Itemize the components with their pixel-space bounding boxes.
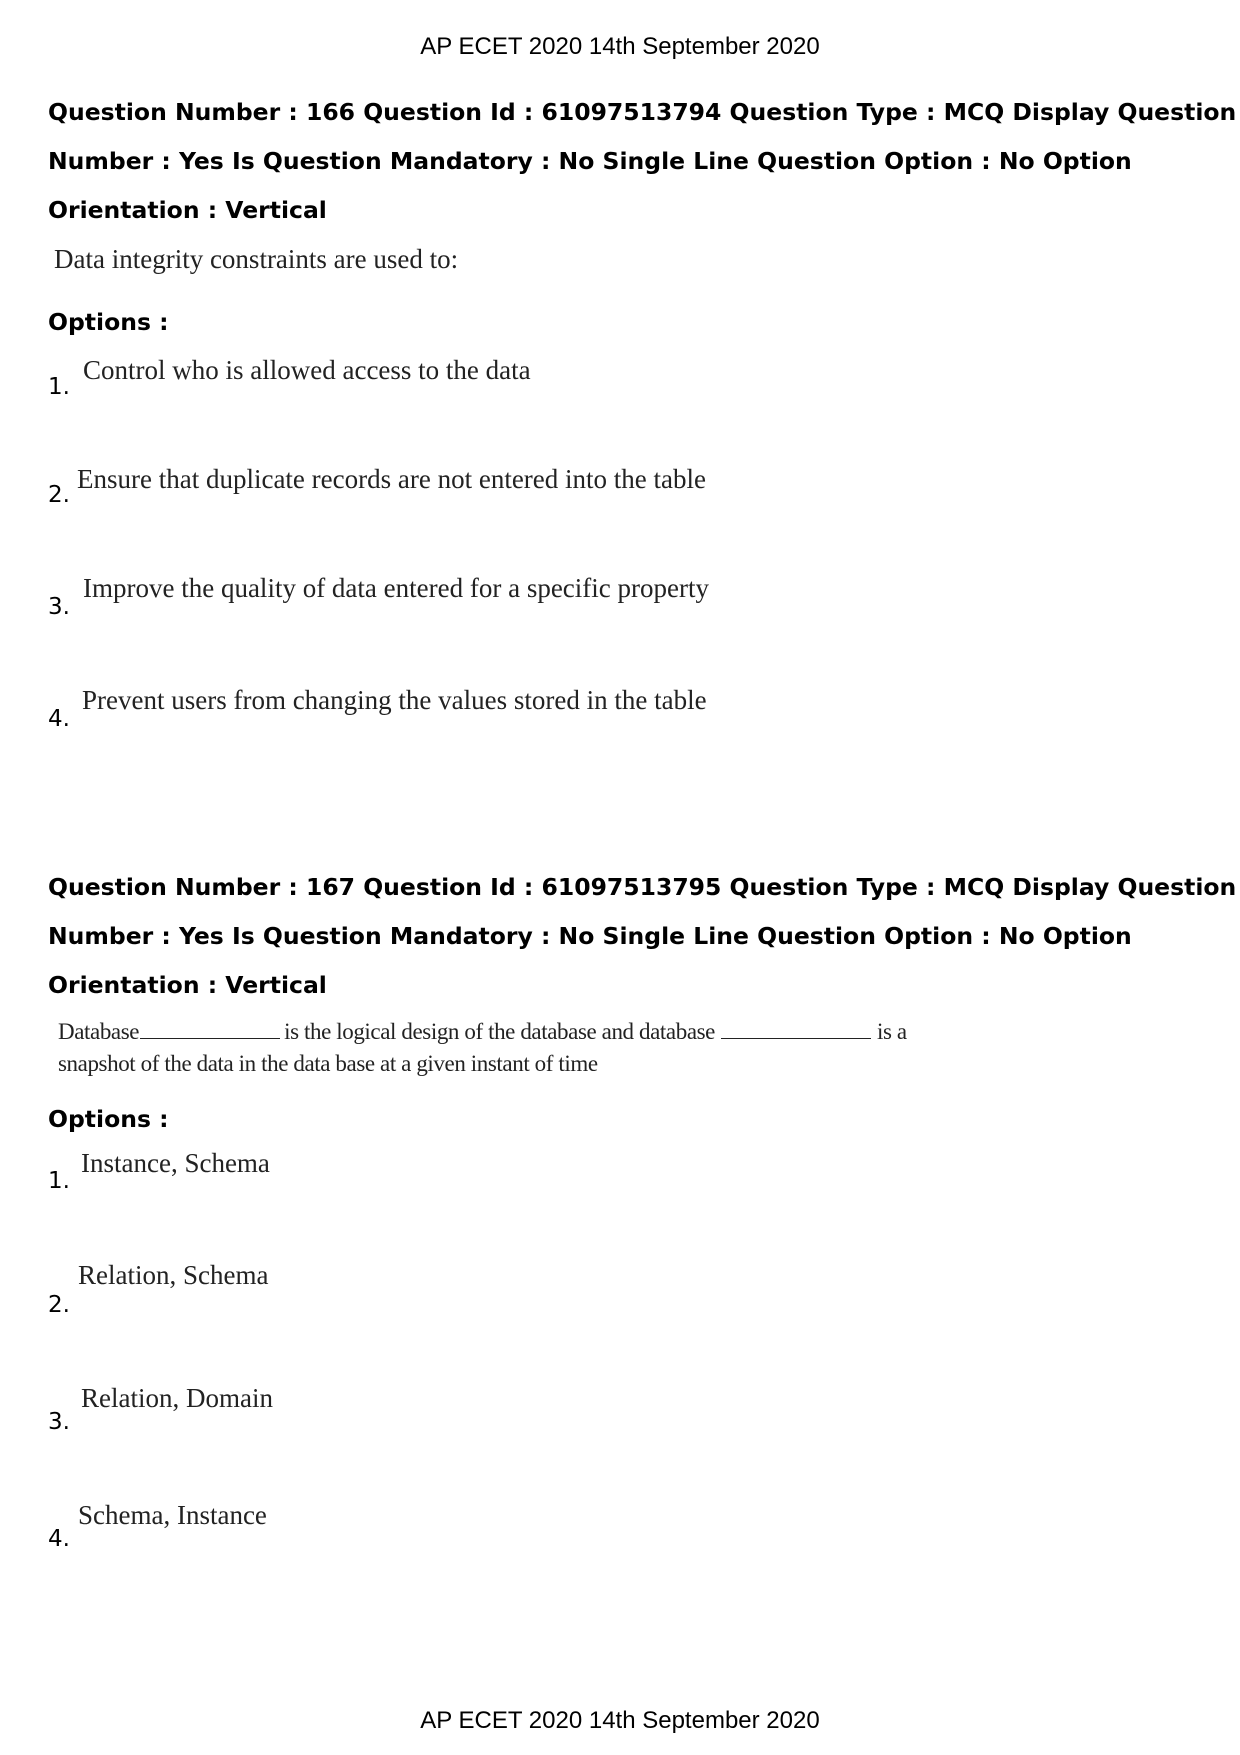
- option-text: Schema, Instance: [78, 1500, 267, 1530]
- options-label: Options :: [48, 308, 169, 336]
- question-text-part: snapshot of the data in the data base at a given instant of time: [58, 1051, 598, 1076]
- question-text-part: is a: [877, 1019, 907, 1044]
- question-meta-line: Number : Yes Is Question Mandatory : No Single Line Question Option : No Option: [48, 147, 1132, 175]
- option-text: Ensure that duplicate records are not entered into the table: [77, 464, 706, 494]
- fill-in-blank: [721, 1037, 871, 1039]
- fill-in-blank: [140, 1037, 280, 1039]
- option-number: 1.: [48, 374, 70, 400]
- option-number: 3.: [48, 594, 70, 620]
- question-meta-line: Orientation : Vertical: [48, 196, 327, 224]
- option-number: 4.: [48, 706, 70, 732]
- question-166-text: Data integrity constraints are used to:: [54, 244, 459, 274]
- option-text: Prevent users from changing the values stored in the table: [82, 685, 707, 715]
- question-167-meta: [48, 863, 1237, 1010]
- question-text-part: is the logical design of the database and database: [284, 1019, 715, 1044]
- option-text: Control who is allowed access to the data: [83, 355, 531, 385]
- question-167-text: [58, 1016, 907, 1080]
- page-footer: AP ECET 2020 14th September 2020: [420, 1707, 820, 1734]
- option-number: 1.: [48, 1168, 70, 1194]
- question-166-meta: [48, 88, 1237, 235]
- option-number: 4.: [48, 1526, 70, 1552]
- option-number: 3.: [48, 1409, 70, 1435]
- page-header: AP ECET 2020 14th September 2020: [420, 33, 820, 60]
- option-text: Improve the quality of data entered for a specific property: [83, 573, 709, 603]
- options-label: Options :: [48, 1105, 169, 1133]
- question-meta-line: Number : Yes Is Question Mandatory : No Single Line Question Option : No Option: [48, 922, 1132, 950]
- question-meta-line: Question Number : 166 Question Id : 61097513794 Question Type : MCQ Display Question: [48, 98, 1237, 126]
- option-text: Relation, Domain: [81, 1383, 273, 1413]
- question-meta-line: Orientation : Vertical: [48, 971, 327, 999]
- question-text-part: Database: [58, 1019, 140, 1044]
- option-text: Relation, Schema: [78, 1260, 269, 1290]
- option-text: Instance, Schema: [81, 1148, 270, 1178]
- option-number: 2.: [48, 482, 70, 508]
- question-meta-line: Question Number : 167 Question Id : 61097513795 Question Type : MCQ Display Question: [48, 873, 1237, 901]
- option-number: 2.: [48, 1292, 70, 1318]
